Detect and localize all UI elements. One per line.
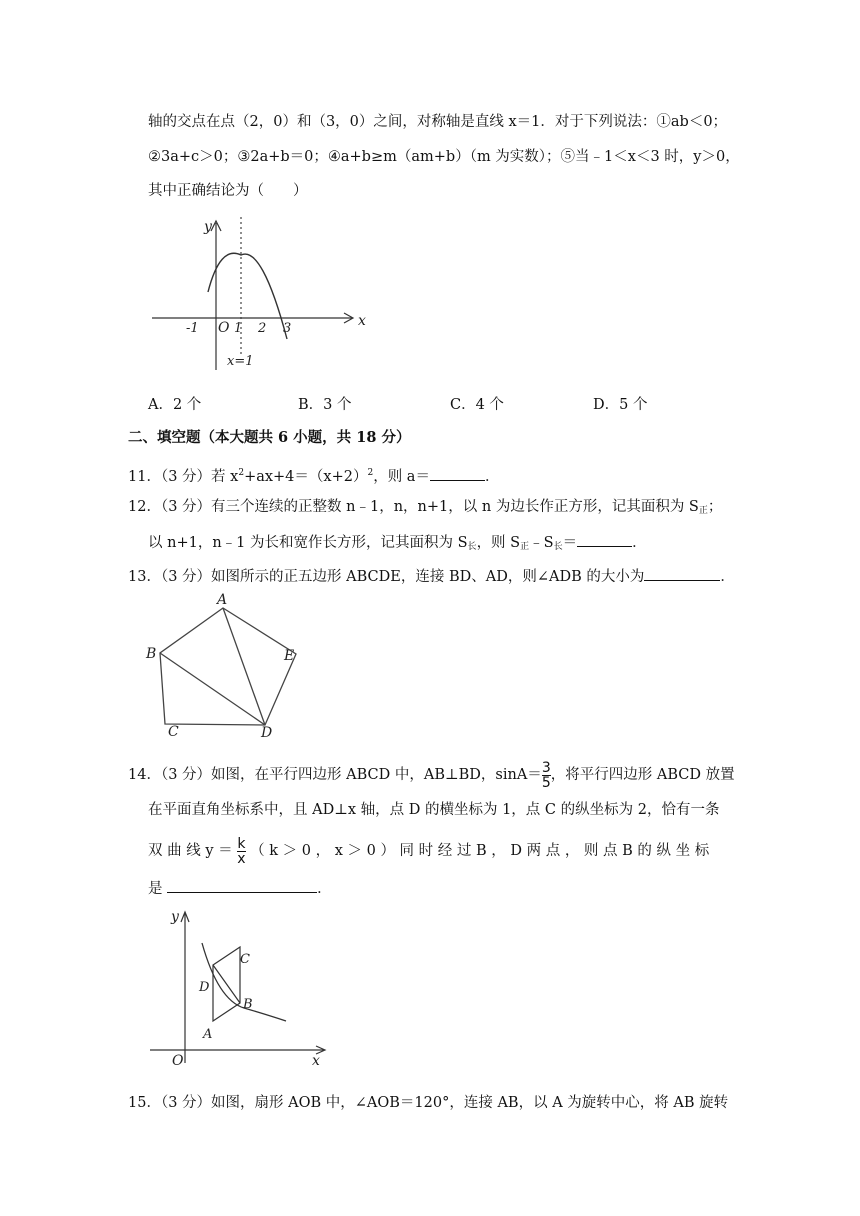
x-label: x — [358, 313, 366, 329]
q10-option-a: A．2 个 — [148, 397, 202, 413]
q13-end: ． — [720, 569, 735, 585]
q10-option-b: B．3 个 — [298, 397, 352, 413]
label-e: E — [284, 648, 295, 664]
q10-option-c: C．4 个 — [450, 397, 504, 413]
label-d: D — [261, 725, 273, 741]
q12-answer-blank[interactable] — [577, 531, 632, 547]
q12-line1 — [128, 497, 722, 521]
label-a: A — [203, 1027, 213, 1042]
q10-option-d: D．5 个 — [593, 397, 648, 413]
segment-ad — [223, 608, 265, 725]
segment-bd — [160, 653, 265, 725]
q13-text — [128, 565, 735, 587]
q14-text-a: 14．（3 分）如图，在平行四边形 ABCD 中，AB⊥BD，sinA＝ — [128, 767, 542, 783]
tick-2: 2 — [258, 321, 267, 336]
hyperbola-figure — [148, 905, 348, 1070]
y-label: y — [204, 219, 212, 235]
q11-text-b: +ax+4＝（x+2） — [244, 469, 368, 485]
q12-sub-zheng-2: 正 — [520, 542, 530, 552]
q10-line1: 轴的交点在点（2，0）和（3，0）之间，对称轴是直线 x＝1．对于下列说法：①ab＜0； — [148, 114, 728, 130]
q12-text-d: ﹣S — [529, 535, 554, 551]
q14-line3 — [148, 834, 709, 868]
label-c: C — [168, 724, 179, 740]
label-a: A — [217, 592, 228, 608]
q11 — [128, 463, 499, 487]
q14-text-e: 是 — [148, 881, 163, 897]
q12-line1-end: ； — [707, 499, 723, 515]
q11-end: ． — [484, 469, 500, 485]
q14-fraction-k — [237, 837, 245, 866]
symmetry-label: x=1 — [227, 354, 254, 369]
q14-text-c: 双 曲 线 y ＝ — [148, 843, 233, 859]
q12-line2 — [148, 531, 647, 557]
tick-1: 1 — [234, 321, 243, 336]
q14-fraction — [542, 761, 551, 790]
q14-line2: 在平面直角坐标系中，且 AD⊥x 轴，点 D 的横坐标为 1，点 C 的纵坐标为 2，恰有一条 — [148, 802, 720, 818]
section-heading: 二、填空题（本大题共 6 小题，共 18 分） — [128, 429, 411, 446]
q14-answer-blank[interactable] — [167, 877, 317, 893]
q14-frac-den: 5 — [541, 774, 551, 791]
origin-label: O — [218, 320, 230, 336]
label-o: O — [172, 1053, 184, 1069]
q11-text-a: 11．（3 分）若 x — [128, 469, 239, 485]
q14-line1 — [128, 758, 735, 792]
label-c: C — [240, 952, 250, 967]
q12-sub-zheng: 正 — [698, 506, 708, 516]
q14-line4 — [148, 877, 332, 899]
q12-sub-chang: 长 — [467, 542, 477, 552]
q12-end: ． — [632, 535, 647, 551]
q12-text-b: 以 n+1，n﹣1 为长和宽作长方形，记其面积为 S — [148, 535, 468, 551]
parabola-graph — [150, 215, 365, 375]
label-x: x — [312, 1053, 320, 1069]
q13-answer-blank[interactable] — [644, 565, 720, 581]
q11-answer-blank[interactable] — [430, 465, 485, 481]
q11-sup: 2 — [238, 468, 245, 478]
q14-end: ． — [317, 881, 332, 897]
label-b: B — [146, 646, 157, 662]
q11-sup2: 2 — [367, 468, 374, 478]
segment-bd — [213, 965, 240, 1003]
label-b: B — [243, 997, 253, 1012]
q14-text-b: ，将平行四边形 ABCD 放置 — [550, 767, 735, 783]
q14-text-d: （ k ＞ 0 ， x ＞ 0 ） 同 时 经 过 B ， D 两 点 ， 则 点 B 的 纵 坐 标 — [250, 843, 710, 859]
q12-text-c: ，则 S — [476, 535, 521, 551]
q15-text: 15．（3 分）如图，扇形 AOB 中，∠AOB＝120°，连接 AB，以 A 为旋转中心，将 AB 旋转 — [128, 1095, 729, 1111]
label-d: D — [199, 980, 210, 995]
q12-text-e: ＝ — [562, 535, 578, 551]
tick-3: 3 — [283, 321, 292, 336]
q14-frac-k: k — [237, 835, 246, 852]
q10-line2: ②3a+c＞0；③2a+b＝0；④a+b≥m（am+b）（m 为实数）；⑤当﹣1＜x＜3 时，y＞0， — [148, 149, 740, 165]
q12-text-a: 12．（3 分）有三个连续的正整数 n﹣1，n，n+1，以 n 为边长作正方形，记其面积为 S — [128, 499, 699, 515]
q14-frac-x: x — [237, 850, 246, 867]
q10-line3: 其中正确结论为（ ） — [148, 183, 308, 199]
pentagon-figure — [140, 590, 310, 740]
q12-sub-chang-2: 长 — [553, 542, 563, 552]
label-y: y — [171, 909, 179, 925]
q13-question: 13．（3 分）如图所示的正五边形 ABCDE，连接 BD、AD，则∠ADB 的大小为 — [128, 569, 645, 585]
tick-neg1: -1 — [186, 321, 199, 336]
q11-text-c: ，则 a＝ — [373, 469, 430, 485]
q14-frac-num: 3 — [541, 759, 551, 776]
